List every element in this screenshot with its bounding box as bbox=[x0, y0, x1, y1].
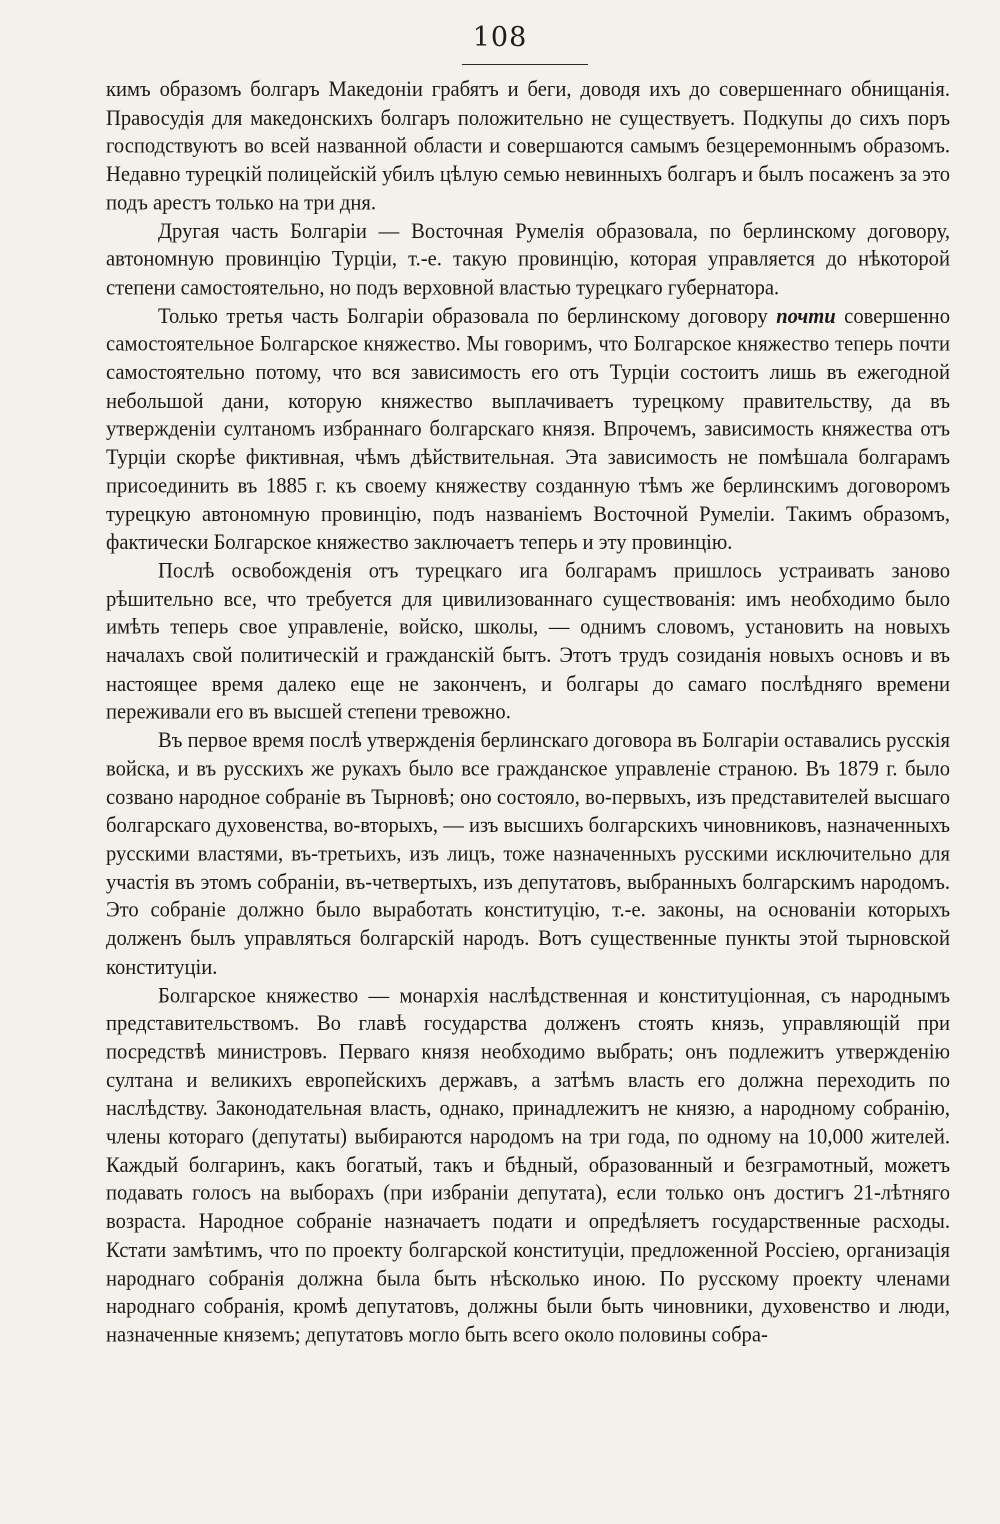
page-number: 108 bbox=[472, 22, 528, 53]
paragraph-3 bbox=[106, 302, 950, 557]
paragraph-6: Болгарское княжество — монархія наслѣдственная и конституціонная, съ народнымъ представительствомъ. Во главѣ государства долженъ стоять князь, управляющій при посредствѣ министровъ. Перваго князя необходимо выбрать; онъ подлежитъ утвержденію султана и великихъ европейскихъ державъ, а затѣмъ власть его должна переходить по наслѣдству. Законодательная власть, однако, принадлежитъ не князю, а народному собранію, члены котораго (депутаты) выбираются народомъ на три года, по одному на 10,000 жителей. Каждый болгаринъ, какъ богатый, такъ и бѣдный, образованный и безграмотный, можетъ подавать голосъ на выборахъ (при избраніи депутата), если только онъ достигъ 21-лѣтняго возраста. Народное собраніе назначаетъ подати и опредѣляетъ государственные расходы. Кстати замѣтимъ, что по проекту болгарской конституціи, предложенной Россіею, организація народнаго собранія должна была быть нѣсколько иною. По русскому проекту членами народнаго собранія, кромѣ депутатовъ, должны были быть чиновники, духовенство и люди, назначенные княземъ; депутатовъ могло быть всего около половины собра- bbox=[106, 983, 950, 1347]
emphasis-word: почти bbox=[776, 304, 836, 328]
body-text bbox=[106, 76, 950, 1350]
paragraph-4: Послѣ освобожденія отъ турецкаго ига болгарамъ пришлось устраивать заново рѣшительно все, что требуется для цивилизованнаго существованія: имъ необходимо было имѣть теперь свое управленіе, войско, школы, — однимъ словомъ, установить на новыхъ началахъ свой политическій и гражданскій бытъ. Этотъ трудъ созиданія новыхъ основъ и въ настоящее время далеко еще не законченъ, и болгары до самаго послѣдняго времени переживали его въ высшей степени тревожно. bbox=[106, 559, 950, 725]
paragraph-1: кимъ образомъ болгаръ Македоніи грабятъ и беги, доводя ихъ до совершеннаго обнищанія. Правосудія для македонскихъ болгаръ положительно не существуетъ. Подкупы до сихъ поръ господствуютъ во всей названной области и совершаются самымъ безцеремоннымъ образомъ. Недавно турецкій полицейскій убилъ цѣлую семью невинныхъ болгаръ и былъ посаженъ за это подъ арестъ только на три дня. bbox=[106, 78, 950, 215]
paragraph-3-rest: совершенно самостоятельное Болгарское княжество. Мы говоримъ, что Болгарское княжество теперь почти самостоятельно потому, что вся зависимость его отъ Турціи состоитъ лишь въ ежегодной небольшой дани, которую княжество выплачиваетъ турецкому правительству, да въ утвержденіи султаномъ избраннаго болгарскаго князя. Впрочемъ, зависимость княжества отъ Турціи скорѣе фиктивная, чѣмъ дѣйствительная. Эта зависимость не помѣшала болгарамъ присоединить въ 1885 г. къ своему княжеству созданную тѣмъ же берлинскимъ договоромъ турецкую автономную провинцію, подъ названіемъ Восточной Румеліи. Такимъ образомъ, фактически Болгарское княжество заключаетъ теперь и эту провинцію. bbox=[106, 304, 950, 555]
paragraph-2: Другая часть Болгаріи — Восточная Румелія образовала, по берлинскому договору, автономную провинцію Турціи, т.-е. такую провинцію, которая управляется до нѣкоторой степени самостоятельно, но подъ верховной властью турецкаго губернатора. bbox=[106, 219, 950, 300]
paragraph-5: Въ первое время послѣ утвержденія берлинскаго договора въ Болгаріи оставались русскія войска, и въ русскихъ же рукахъ было все гражданское управленіе страною. Въ 1879 г. было созвано народное собраніе въ Тырновѣ; оно состояло, во-первыхъ, изъ представителей высшаго болгарскаго духовенства, во-вторыхъ, — изъ высшихъ болгарскихъ чиновниковъ, назначенныхъ русскими властями, въ-третьихъ, изъ лицъ, тоже назначенныхъ русскими исключительно для участія въ этомъ собраніи, въ-четвертыхъ, изъ депутатовъ, выбранныхъ болгарскимъ народомъ. Это собраніе должно было выработать конституцію, т.-е. законы, на основаніи которыхъ долженъ былъ управляться болгарскій народъ. Вотъ существенные пункты этой тырновской конституціи. bbox=[106, 729, 950, 979]
paragraph-3-start: Только третья часть Болгаріи образовала по берлинскому договору bbox=[158, 304, 777, 328]
header-rule bbox=[462, 64, 588, 65]
